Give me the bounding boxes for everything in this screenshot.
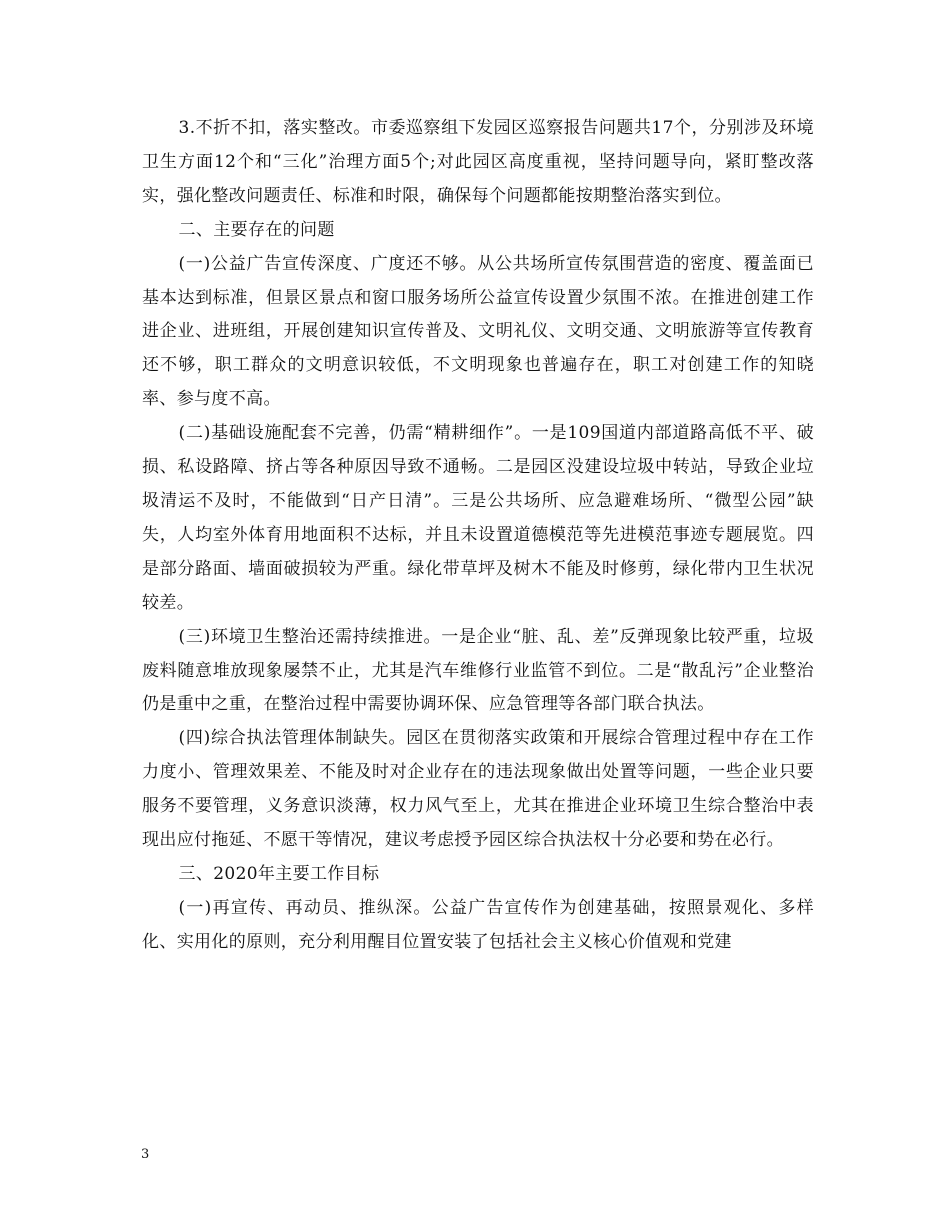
paragraph-rectification: 3.不折不扣，落实整改。市委巡察组下发园区巡察报告问题共17个，分别涉及环境卫生方面12个和“三化”治理方面5个;对此园区高度重视，坚持问题导向，紧盯整改落实，强化整改问题责任、标准和时限，确保每个问题都能按期整治落实到位。: [142, 118, 814, 206]
page-number: 3: [141, 1147, 150, 1162]
section-heading-2020-goals: 三、2020年主要工作目标: [178, 863, 380, 884]
paragraph-environmental-sanitation: (三)环境卫生整治还需持续推进。一是企业“脏、乱、差”反弹现象比较严重，垃圾废料随意堆放现象屡禁不止，尤其是汽车维修行业监管不到位。二是“散乱污”企业整治仍是重中之重，在整治过程中需要协调环保、应急管理等各部门联合执法。: [142, 626, 814, 715]
paragraph-public-advertising: (一)公益广告宣传深度、广度还不够。从公共场所宣传氛围营造的密度、覆盖面已基本达到标准，但景区景点和窗口服务场所公益宣传设置少氛围不浓。在推进创建工作进企业、进班组，开展创建知识宣传普及、文明礼仪、文明交通、文明旅游等宣传教育还不够，职工群众的文明意识较低，不文明现象也普遍存在，职工对创建工作的知晓率、参与度不高。: [142, 253, 814, 410]
section-heading-main-problems: 二、主要存在的问题: [178, 219, 335, 240]
paragraph-infrastructure: (二)基础设施配套不完善，仍需“精耕细作”。一是109国道内部道路高低不平、破损、私设路障、挤占等各种原因导致不通畅。二是园区没建设垃圾中转站，导致企业垃圾清运不及时，不能做到“日产日清”。三是公共场所、应急避难场所、“微型公园”缺失，人均室外体育用地面积不达标，并且未设置道德模范等先进模范事迹专题展览。四是部分路面、墙面破损较为严重。绿化带草坪及树木不能及时修剪，绿化带内卫生状况较差。: [142, 423, 814, 613]
paragraph-comprehensive-enforcement: (四)综合执法管理体制缺失。园区在贯彻落实政策和开展综合管理过程中存在工作力度小、管理效果差、不能及时对企业存在的违法现象做出处置等问题，一些企业只要服务不要管理，义务意识淡薄，权力风气至上，尤其在推进企业环境卫生综合整治中表现出应付拖延、不愿干等情况，建议考虑授予园区综合执法权十分必要和势在必行。: [142, 728, 814, 851]
document-body: [142, 112, 814, 960]
paragraph-publicity-mobilization: (一)再宣传、再动员、推纵深。公益广告宣传作为创建基础，按照景观化、多样化、实用化的原则，充分利用醒目位置安装了包括社会主义核心价值观和党建: [142, 897, 814, 952]
